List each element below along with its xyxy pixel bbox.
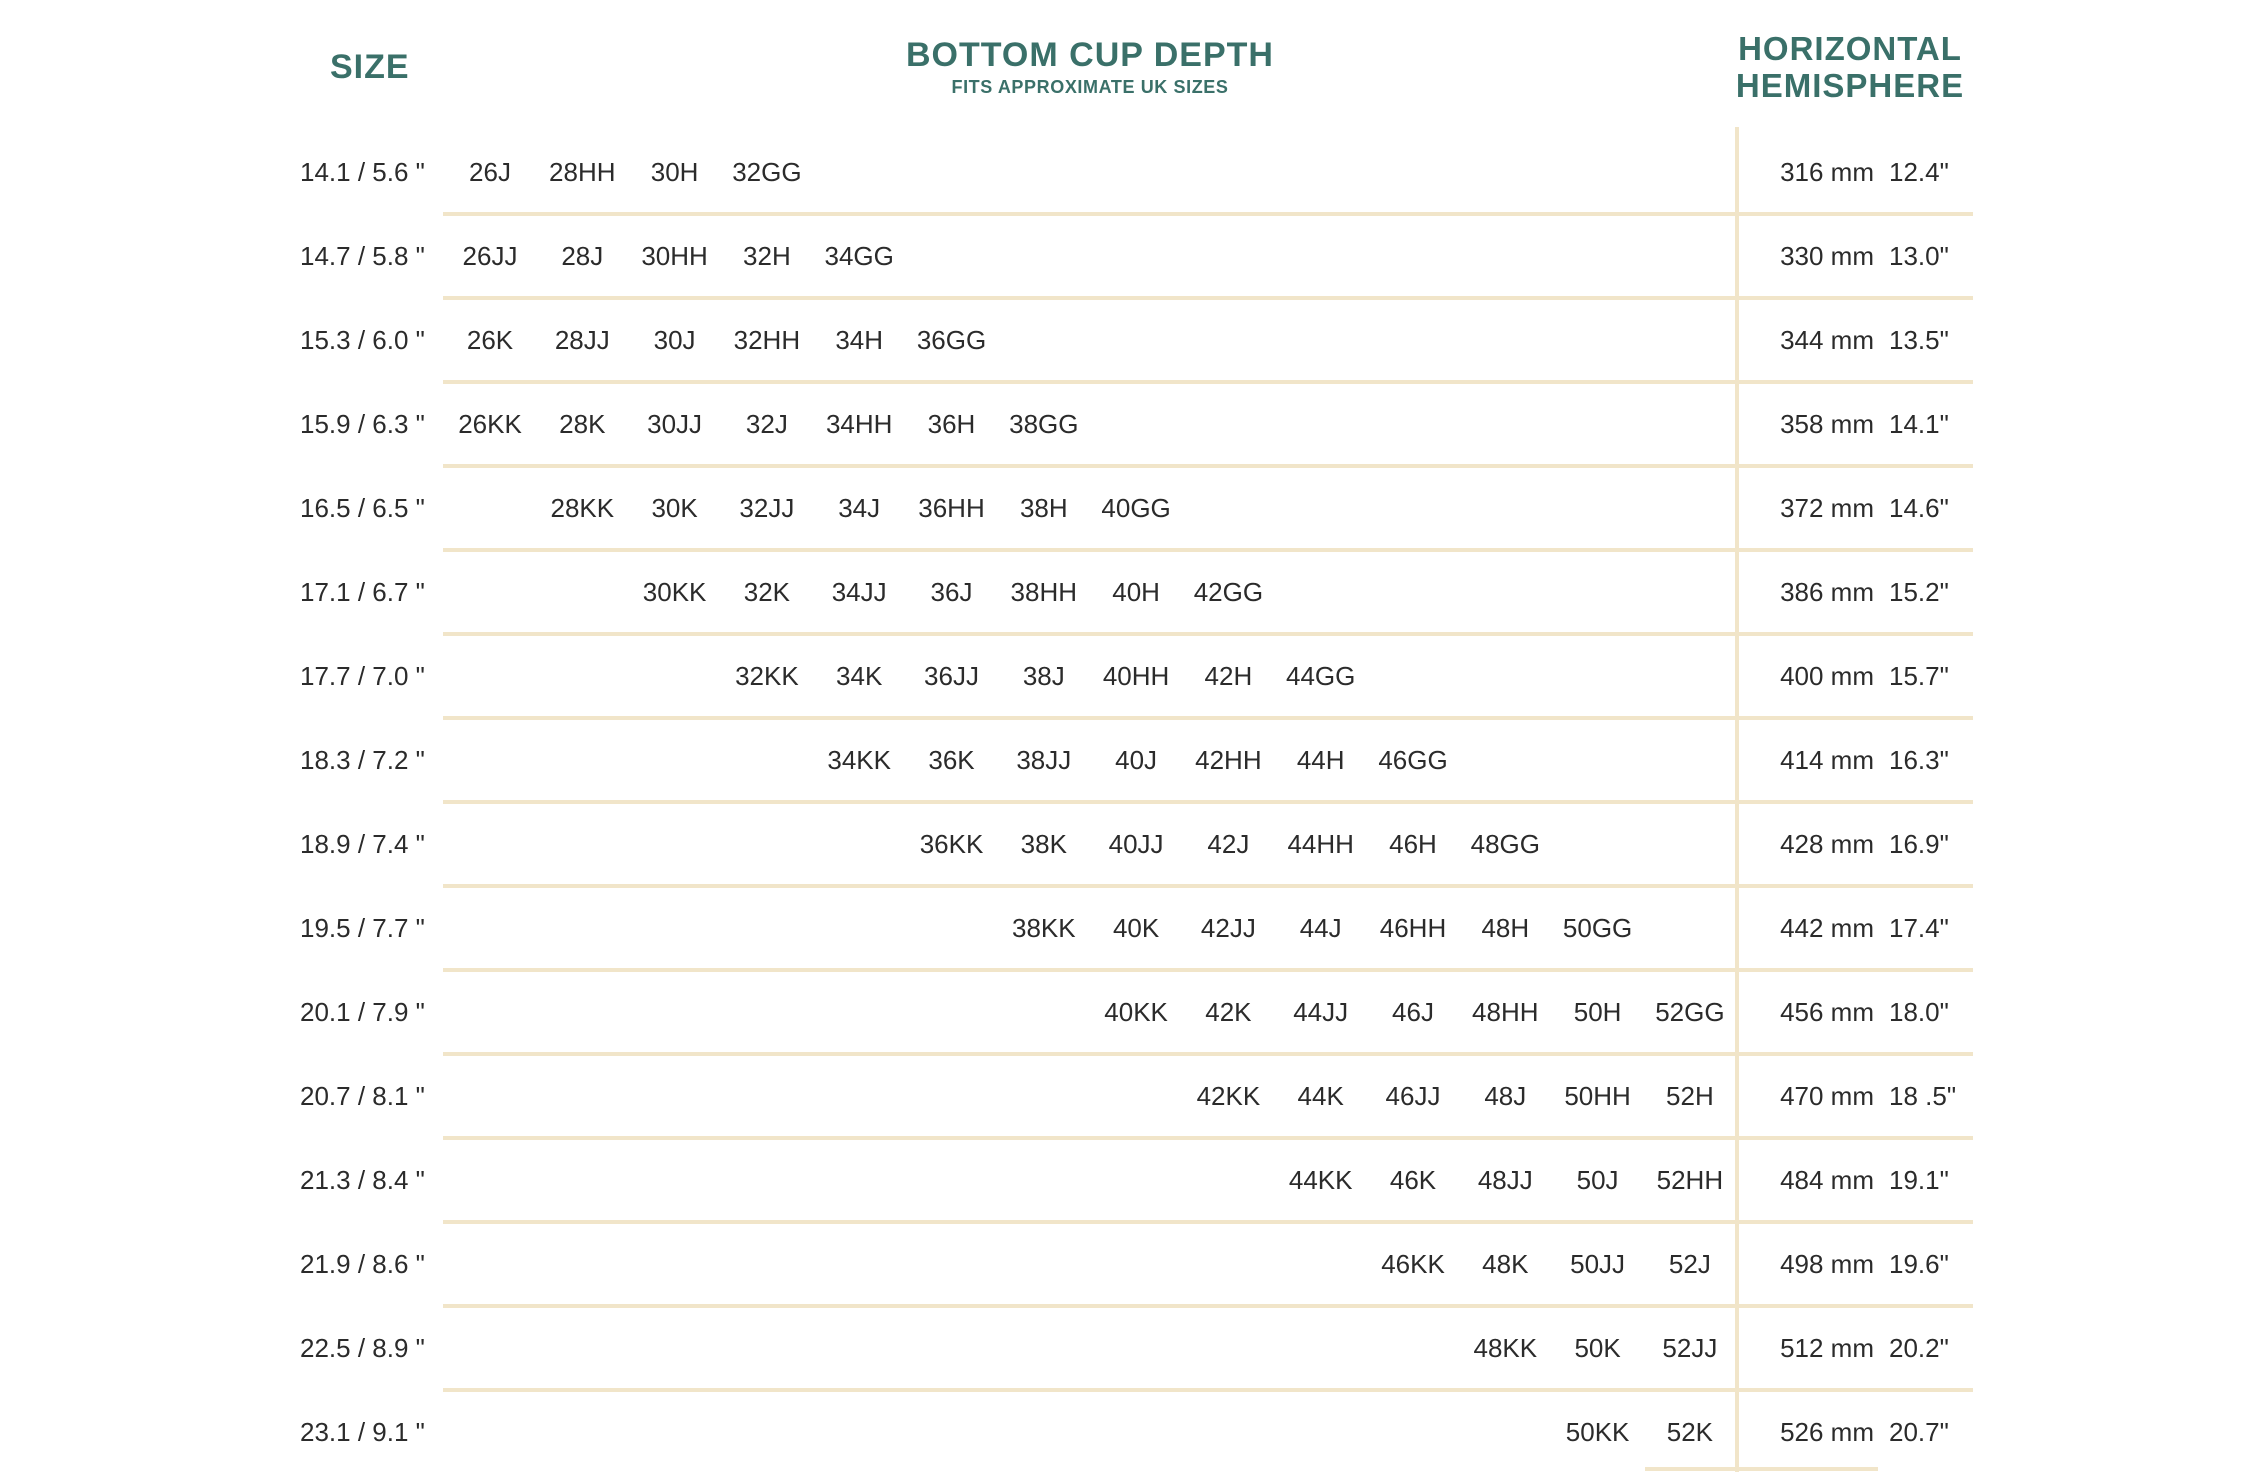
- cup-size-value: 38H: [1019, 493, 1068, 523]
- table-row: [0, 802, 2249, 886]
- hemisphere-mm-value: 470 mm: [1780, 1081, 1874, 1111]
- cup-size-value: 48HH: [1472, 997, 1539, 1027]
- hemisphere-mm-value: 358 mm: [1780, 409, 1874, 439]
- cup-size-value: 34HH: [825, 409, 893, 439]
- cup-size-value: 42JJ: [1200, 913, 1256, 943]
- cup-size-value: 50J: [1576, 1165, 1619, 1195]
- table-row: [0, 1138, 2249, 1222]
- cup-size-value: 38J: [1022, 661, 1065, 691]
- cup-depth-subtitle: FITS APPROXIMATE UK SIZES: [951, 77, 1229, 97]
- cup-size-value: 32HH: [733, 325, 801, 355]
- hemisphere-inch-value: 20.2": [1889, 1333, 1949, 1363]
- hemisphere-mm-value: 400 mm: [1780, 661, 1874, 691]
- cup-size-value: 50JJ: [1570, 1249, 1626, 1279]
- cup-size-value: 44GG: [1286, 661, 1356, 691]
- cup-size-value: 46H: [1389, 829, 1437, 859]
- cup-size-value: 30J: [653, 325, 696, 355]
- cup-size-value: 52K: [1666, 1417, 1714, 1447]
- size-value: 21.3 / 8.4 ": [300, 1165, 425, 1195]
- size-value: 16.5 / 6.5 ": [300, 493, 425, 523]
- cup-size-value: 28HH: [549, 157, 616, 187]
- cup-size-value: 52H: [1666, 1081, 1714, 1111]
- hemisphere-mm-value: 484 mm: [1780, 1165, 1874, 1195]
- table-row: [0, 130, 2249, 214]
- hemisphere-mm-value: 386 mm: [1780, 577, 1874, 607]
- cup-size-value: 32JJ: [739, 493, 795, 523]
- cup-size-value: 34JJ: [831, 577, 887, 607]
- hemisphere-mm-value: 428 mm: [1780, 829, 1874, 859]
- cup-size-value: 48J: [1484, 1081, 1527, 1111]
- cup-size-value: 44KK: [1288, 1165, 1353, 1195]
- cup-size-value: 42K: [1205, 997, 1252, 1027]
- cup-size-value: 44H: [1296, 745, 1345, 775]
- table-row: [0, 1054, 2249, 1138]
- cup-size-value: 50K: [1574, 1333, 1621, 1363]
- cup-size-value: 36GG: [916, 325, 987, 355]
- table-row: [0, 1306, 2249, 1390]
- cup-size-value: 26J: [469, 157, 511, 187]
- cup-size-value: 46HH: [1379, 913, 1447, 943]
- cup-size-value: 36JJ: [924, 661, 979, 691]
- table-row: [0, 466, 2249, 550]
- cup-size-value: 28JJ: [554, 325, 610, 355]
- size-value: 15.3 / 6.0 ": [300, 325, 425, 355]
- cup-size-value: 50HH: [1564, 1081, 1631, 1111]
- hemisphere-mm-value: 330 mm: [1780, 241, 1874, 271]
- cup-size-value: 38JJ: [1016, 745, 1072, 775]
- cup-size-value: 50GG: [1562, 913, 1633, 943]
- cup-size-value: 38HH: [1010, 577, 1078, 607]
- cup-size-value: 50H: [1573, 997, 1622, 1027]
- cup-size-value: 26K: [466, 325, 514, 355]
- size-value: 17.7 / 7.0 ": [300, 661, 425, 691]
- hemisphere-inch-value: 16.9": [1889, 829, 1949, 859]
- cup-size-value: 34KK: [827, 745, 891, 775]
- size-value: 15.9 / 6.3 ": [300, 409, 425, 439]
- table-row: [0, 550, 2249, 634]
- hemisphere-mm-value: 372 mm: [1780, 493, 1874, 523]
- cup-size-value: 36HH: [918, 493, 985, 523]
- table-row: [0, 382, 2249, 466]
- cup-size-value: 30HH: [641, 241, 708, 271]
- cup-size-value: 38GG: [1009, 409, 1079, 439]
- cup-size-value: 30KK: [642, 577, 707, 607]
- cup-size-value: 34K: [836, 661, 883, 691]
- cup-size-value: 48K: [1482, 1249, 1529, 1279]
- hemisphere-mm-value: 344 mm: [1780, 325, 1874, 355]
- cup-size-value: 38KK: [1011, 913, 1076, 943]
- cup-size-value: 32H: [743, 241, 791, 271]
- cup-size-value: 44J: [1299, 913, 1342, 943]
- cup-size-value: 52J: [1668, 1249, 1711, 1279]
- size-value: 14.7 / 5.8 ": [300, 241, 425, 271]
- cup-size-value: 40K: [1112, 913, 1160, 943]
- cup-size-value: 42J: [1207, 829, 1250, 859]
- table-row: [0, 718, 2249, 802]
- size-value: 18.9 / 7.4 ": [300, 829, 425, 859]
- hemisphere-inch-value: 13.5": [1889, 325, 1949, 355]
- table-row: [0, 298, 2249, 382]
- hemisphere-inch-value: 20.7": [1889, 1417, 1949, 1447]
- hemisphere-mm-value: 498 mm: [1780, 1249, 1874, 1279]
- cup-size-value: 28K: [559, 409, 606, 439]
- size-value: 17.1 / 6.7 ": [300, 577, 425, 607]
- hemisphere-mm-value: 456 mm: [1780, 997, 1874, 1027]
- hemisphere-inch-value: 14.6": [1889, 493, 1949, 523]
- cup-size-value: 42HH: [1195, 745, 1262, 775]
- hemisphere-inch-value: 18 .5": [1889, 1081, 1957, 1111]
- cup-size-value: 46KK: [1381, 1249, 1445, 1279]
- cup-size-value: 46K: [1389, 1165, 1437, 1195]
- table-row: [0, 970, 2249, 1054]
- cup-size-value: 36J: [930, 577, 973, 607]
- cup-size-value: 48KK: [1473, 1333, 1538, 1363]
- hemisphere-inch-value: 14.1": [1889, 409, 1949, 439]
- cup-size-value: 44K: [1297, 1081, 1344, 1111]
- cup-size-value: 48H: [1481, 913, 1530, 943]
- cup-size-value: 30K: [651, 493, 698, 523]
- cup-size-value: 42GG: [1193, 577, 1264, 607]
- cup-size-value: 38K: [1020, 829, 1067, 859]
- cup-size-value: 28KK: [550, 493, 615, 523]
- cup-size-value: 40HH: [1102, 661, 1170, 691]
- hemisphere-mm-value: 526 mm: [1780, 1417, 1874, 1447]
- cup-size-value: 32J: [745, 409, 788, 439]
- cup-size-value: 32GG: [732, 157, 802, 187]
- cup-size-value: 48GG: [1470, 829, 1540, 859]
- cup-size-value: 44HH: [1287, 829, 1354, 859]
- hemisphere-mm-value: 512 mm: [1780, 1333, 1874, 1363]
- cup-size-value: 52HH: [1656, 1165, 1724, 1195]
- table-row: [0, 214, 2249, 298]
- hemisphere-inch-value: 12.4": [1889, 157, 1949, 187]
- table-row: [0, 1222, 2249, 1306]
- hemisphere-inch-value: 19.6": [1889, 1249, 1949, 1279]
- size-column-header: SIZE: [330, 48, 410, 86]
- cup-size-value: 36H: [927, 409, 976, 439]
- hemisphere-inch-value: 19.1": [1889, 1165, 1949, 1195]
- cup-size-value: 36K: [928, 745, 975, 775]
- cup-size-value: 34H: [835, 325, 884, 355]
- size-value: 23.1 / 9.1 ": [300, 1417, 425, 1447]
- cup-size-value: 52GG: [1655, 997, 1725, 1027]
- cup-size-value: 40J: [1115, 745, 1158, 775]
- cup-size-value: 32K: [743, 577, 791, 607]
- cup-size-value: 26JJ: [462, 241, 518, 271]
- hemisphere-inch-value: 15.7": [1889, 661, 1949, 691]
- hemisphere-inch-value: 15.2": [1889, 577, 1949, 607]
- hemisphere-mm-value: 316 mm: [1780, 157, 1874, 187]
- cup-size-value: 40KK: [1104, 997, 1168, 1027]
- cup-size-value: 30H: [650, 157, 699, 187]
- size-value: 14.1 / 5.6 ": [300, 157, 425, 187]
- hemisphere-header-line1: HORIZONTAL: [1738, 30, 1962, 67]
- hemisphere-inch-value: 17.4": [1889, 913, 1949, 943]
- size-value: 19.5 / 7.7 ": [300, 913, 425, 943]
- cup-size-value: 52JJ: [1662, 1333, 1718, 1363]
- cup-size-value: 42H: [1204, 661, 1253, 691]
- cup-size-value: 40GG: [1101, 493, 1171, 523]
- cup-size-value: 46J: [1392, 997, 1434, 1027]
- hemisphere-inch-value: 16.3": [1889, 745, 1949, 775]
- cup-size-value: 44JJ: [1293, 997, 1349, 1027]
- cup-size-value: 40H: [1112, 577, 1160, 607]
- hemisphere-inch-value: 13.0": [1889, 241, 1949, 271]
- table-row: [0, 886, 2249, 970]
- cup-size-value: 42KK: [1196, 1081, 1261, 1111]
- cup-size-value: 36KK: [919, 829, 984, 859]
- cup-size-value: 34GG: [824, 241, 894, 271]
- cup-size-value: 48JJ: [1477, 1165, 1533, 1195]
- size-value: 20.7 / 8.1 ": [300, 1081, 425, 1111]
- hemisphere-inch-value: 18.0": [1889, 997, 1949, 1027]
- cup-size-value: 28J: [561, 241, 604, 271]
- cup-size-value: 30JJ: [647, 409, 703, 439]
- hemisphere-header-line2: HEMISPHERE: [1735, 67, 1965, 104]
- cup-size-value: 40JJ: [1108, 829, 1164, 859]
- table-row: [0, 634, 2249, 718]
- cup-depth-title: BOTTOM CUP DEPTH: [906, 36, 1274, 74]
- hemisphere-mm-value: 414 mm: [1780, 745, 1874, 775]
- cup-size-value: 46JJ: [1385, 1081, 1441, 1111]
- cup-size-value: 26KK: [458, 409, 522, 439]
- table-row: [0, 1390, 2249, 1474]
- cup-size-value: 32KK: [735, 661, 799, 691]
- size-value: 18.3 / 7.2 ": [300, 745, 425, 775]
- size-value: 20.1 / 7.9 ": [300, 997, 425, 1027]
- hemisphere-mm-value: 442 mm: [1780, 913, 1874, 943]
- size-value: 22.5 / 8.9 ": [300, 1333, 425, 1363]
- cup-size-value: 46GG: [1378, 745, 1448, 775]
- cup-size-value: 34J: [838, 493, 881, 523]
- size-value: 21.9 / 8.6 ": [300, 1249, 425, 1279]
- cup-size-value: 50KK: [1565, 1417, 1630, 1447]
